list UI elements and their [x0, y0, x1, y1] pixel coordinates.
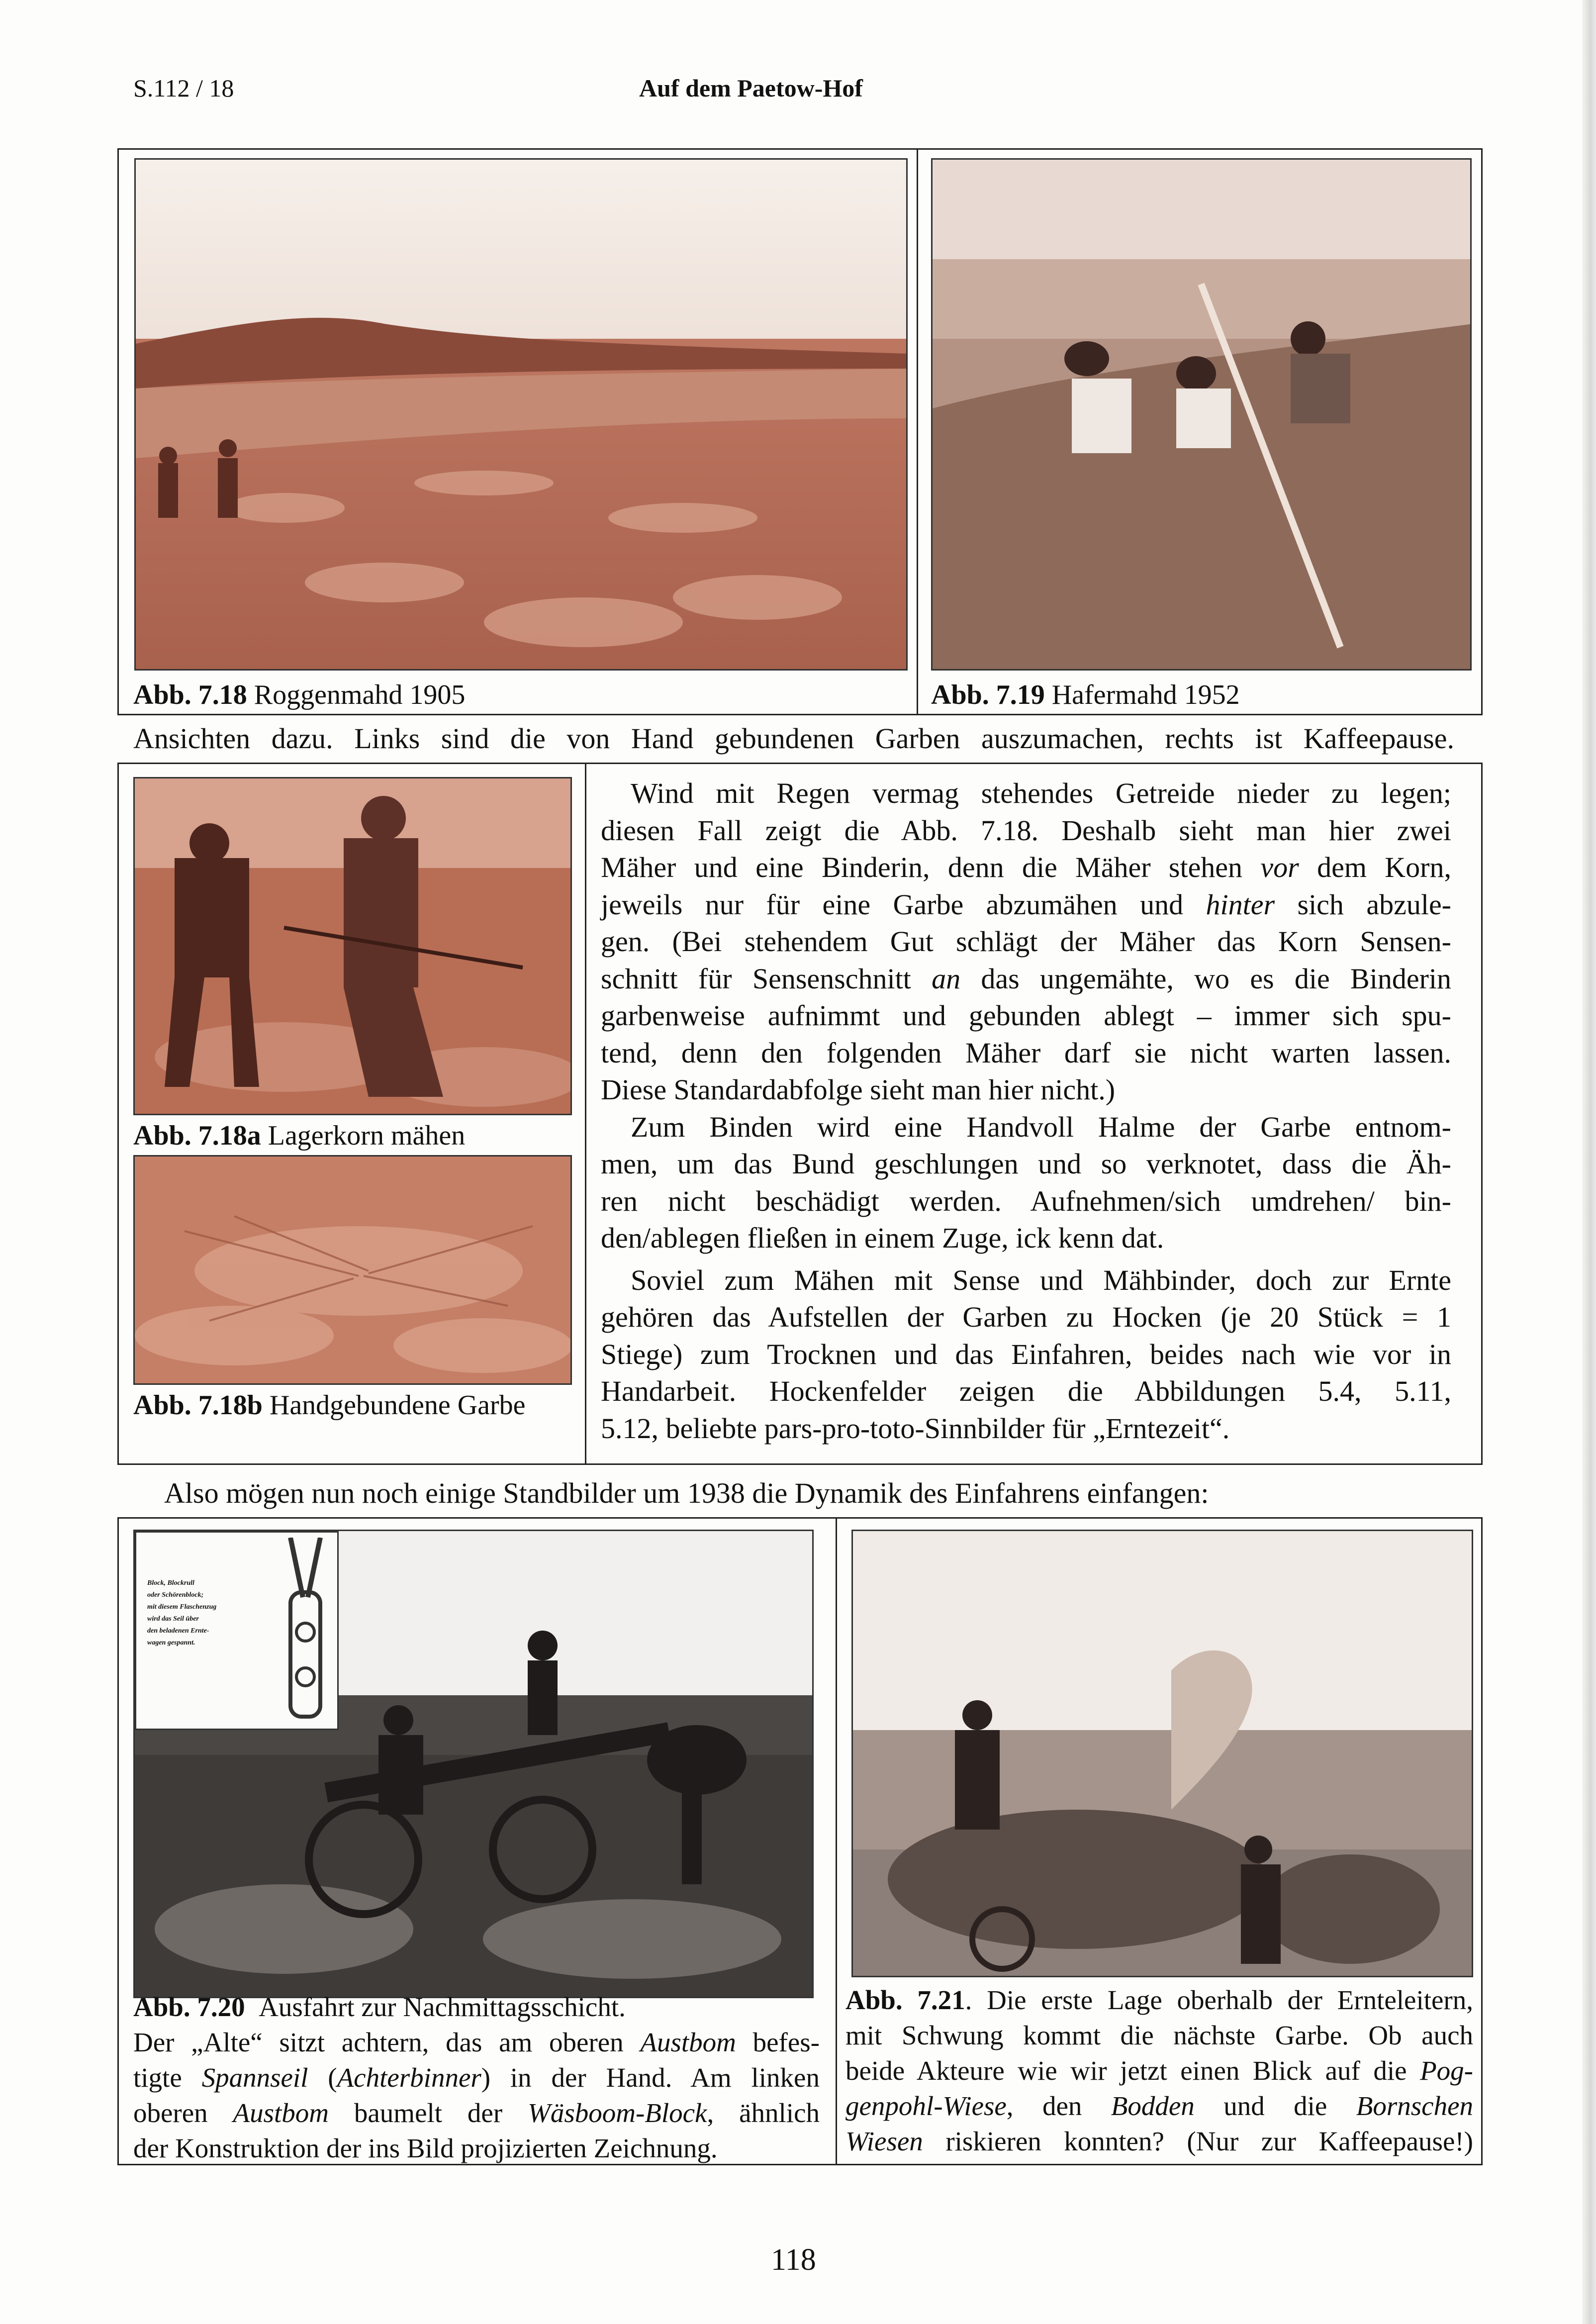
photo-garbe	[133, 1155, 572, 1385]
para1-line-8: tend, denn den folgenden Mäher darf sie nicht warten lassen.	[601, 1036, 1451, 1069]
para3-line-3: Stiege) zum Trocknen und das Einfahren, beides nach wie vor in	[601, 1338, 1451, 1370]
page-edge-shadow	[1582, 0, 1596, 2324]
para1-line-4: jeweils nur für eine Garbe abzumähen und hinter sich abzule-	[601, 888, 1451, 921]
caption-7-20: Abb. 7.20 Ausfahrt zur Nachmittagsschicht. Der „Alte“ sitzt achtern, das am oberen Austbom befes- tigte Spannseil (Achterbinner) in der Hand. Am linken oberen Austbom baumelt der Wäsboom-Block, ähnlich der Konstruktion der ins Bild projizierten Zeichnung.	[133, 1992, 820, 2163]
photo-ausfahrt	[133, 1530, 814, 1998]
inset-text: Block, Blockrull oder Schörenblock; mit diesem Flaschenzug wird das Seil über den beladenen Ernte- wagen gespannt.	[147, 1579, 217, 1646]
para1-line-1: Wind mit Regen vermag stehendes Getreide nieder zu legen;	[631, 777, 1451, 809]
text-column-right	[601, 775, 1451, 1447]
caption-7-18a: Abb. 7.18a Lagerkorn mähen	[133, 1120, 466, 1151]
text-standbilder: Also mögen nun noch einige Standbilder um 1938 die Dynamik des Einfahrens einfangen:	[164, 1477, 1209, 1509]
caption-7-21: Abb. 7.21. Die erste Lage oberhalb der Ernteleitern, mit Schwung kommt die nächste Garbe. Ob auch beide Akteure wie wir jetzt einen Blick auf die Pog- genpohl-Wiese, den Bodden und die Bornschen Wiesen riskieren konnten? (Nur zur Kaffeepause!)	[845, 1985, 1473, 2156]
inset-drawing	[135, 1531, 339, 1730]
para3-line-5: 5.12, beliebte pars-pro-toto-Sinnbilder für „Erntezeit“.	[601, 1412, 1230, 1445]
page-number: 118	[771, 2243, 816, 2277]
para2-line-4: den/ablegen fließen in einem Zuge, ick kenn dat.	[601, 1222, 1164, 1254]
para3-line-4: Handarbeit. Hockenfelder zeigen die Abbildungen 5.4, 5.11,	[601, 1375, 1451, 1407]
para1-line-5: gen. (Bei stehendem Gut schlägt der Mäher das Korn Sensen-	[601, 925, 1451, 958]
para2-line-1: Zum Binden wird eine Handvoll Halme der Garbe entnom-	[631, 1110, 1451, 1143]
caption-7-18b: Abb. 7.18b Handgebundene Garbe	[133, 1390, 526, 1421]
para1-line-7: garbenweise aufnimmt und gebunden ablegt – immer sich spu-	[601, 999, 1451, 1032]
pulley-block-icon	[276, 1538, 335, 1727]
header-left: S.112 / 18	[133, 74, 234, 102]
photo-roggenmahd	[134, 158, 908, 671]
para1-line-9: Diese Standardabfolge sieht man hier nicht.)	[601, 1073, 1116, 1106]
para1-line-6: schnitt für Sensenschnitt an das ungemähte, wo es die Binderin	[601, 962, 1451, 995]
para1-line-3: Mäher und eine Binderin, denn die Mäher stehen vor dem Korn,	[601, 851, 1451, 883]
caption-7-18: Abb. 7.18 Roggenmahd 1905	[133, 679, 466, 710]
photo-erste-lage	[851, 1530, 1473, 1977]
para2-line-2: men, um das Bund geschlungen und so verknotet, dass die Äh-	[601, 1148, 1451, 1180]
para3-line-1: Soviel zum Mähen mit Sense und Mähbinder, doch zur Ernte	[631, 1263, 1451, 1296]
para3-line-2: gehören das Aufstellen der Garben zu Hocken (je 20 Stück = 1	[601, 1301, 1451, 1333]
middle-divider	[585, 763, 586, 1465]
header-title: Auf dem Paetow-Hof	[639, 74, 863, 102]
bottom-divider	[836, 1517, 837, 2165]
top-divider	[917, 148, 918, 715]
photo-hafermahd	[931, 158, 1472, 671]
text-ansichten: Ansichten dazu. Links sind die von Hand gebundenen Garben auszumachen, rechts ist Kaffeepause.	[133, 722, 1454, 755]
para2-line-3: ren nicht beschädigt werden. Aufnehmen/sich umdrehen/ bin-	[601, 1184, 1451, 1217]
photo-lagerkorn	[133, 777, 572, 1115]
para1-line-2: diesen Fall zeigt die Abb. 7.18. Deshalb sieht man hier zwei	[601, 814, 1451, 847]
caption-7-19: Abb. 7.19 Hafermahd 1952	[931, 679, 1240, 710]
